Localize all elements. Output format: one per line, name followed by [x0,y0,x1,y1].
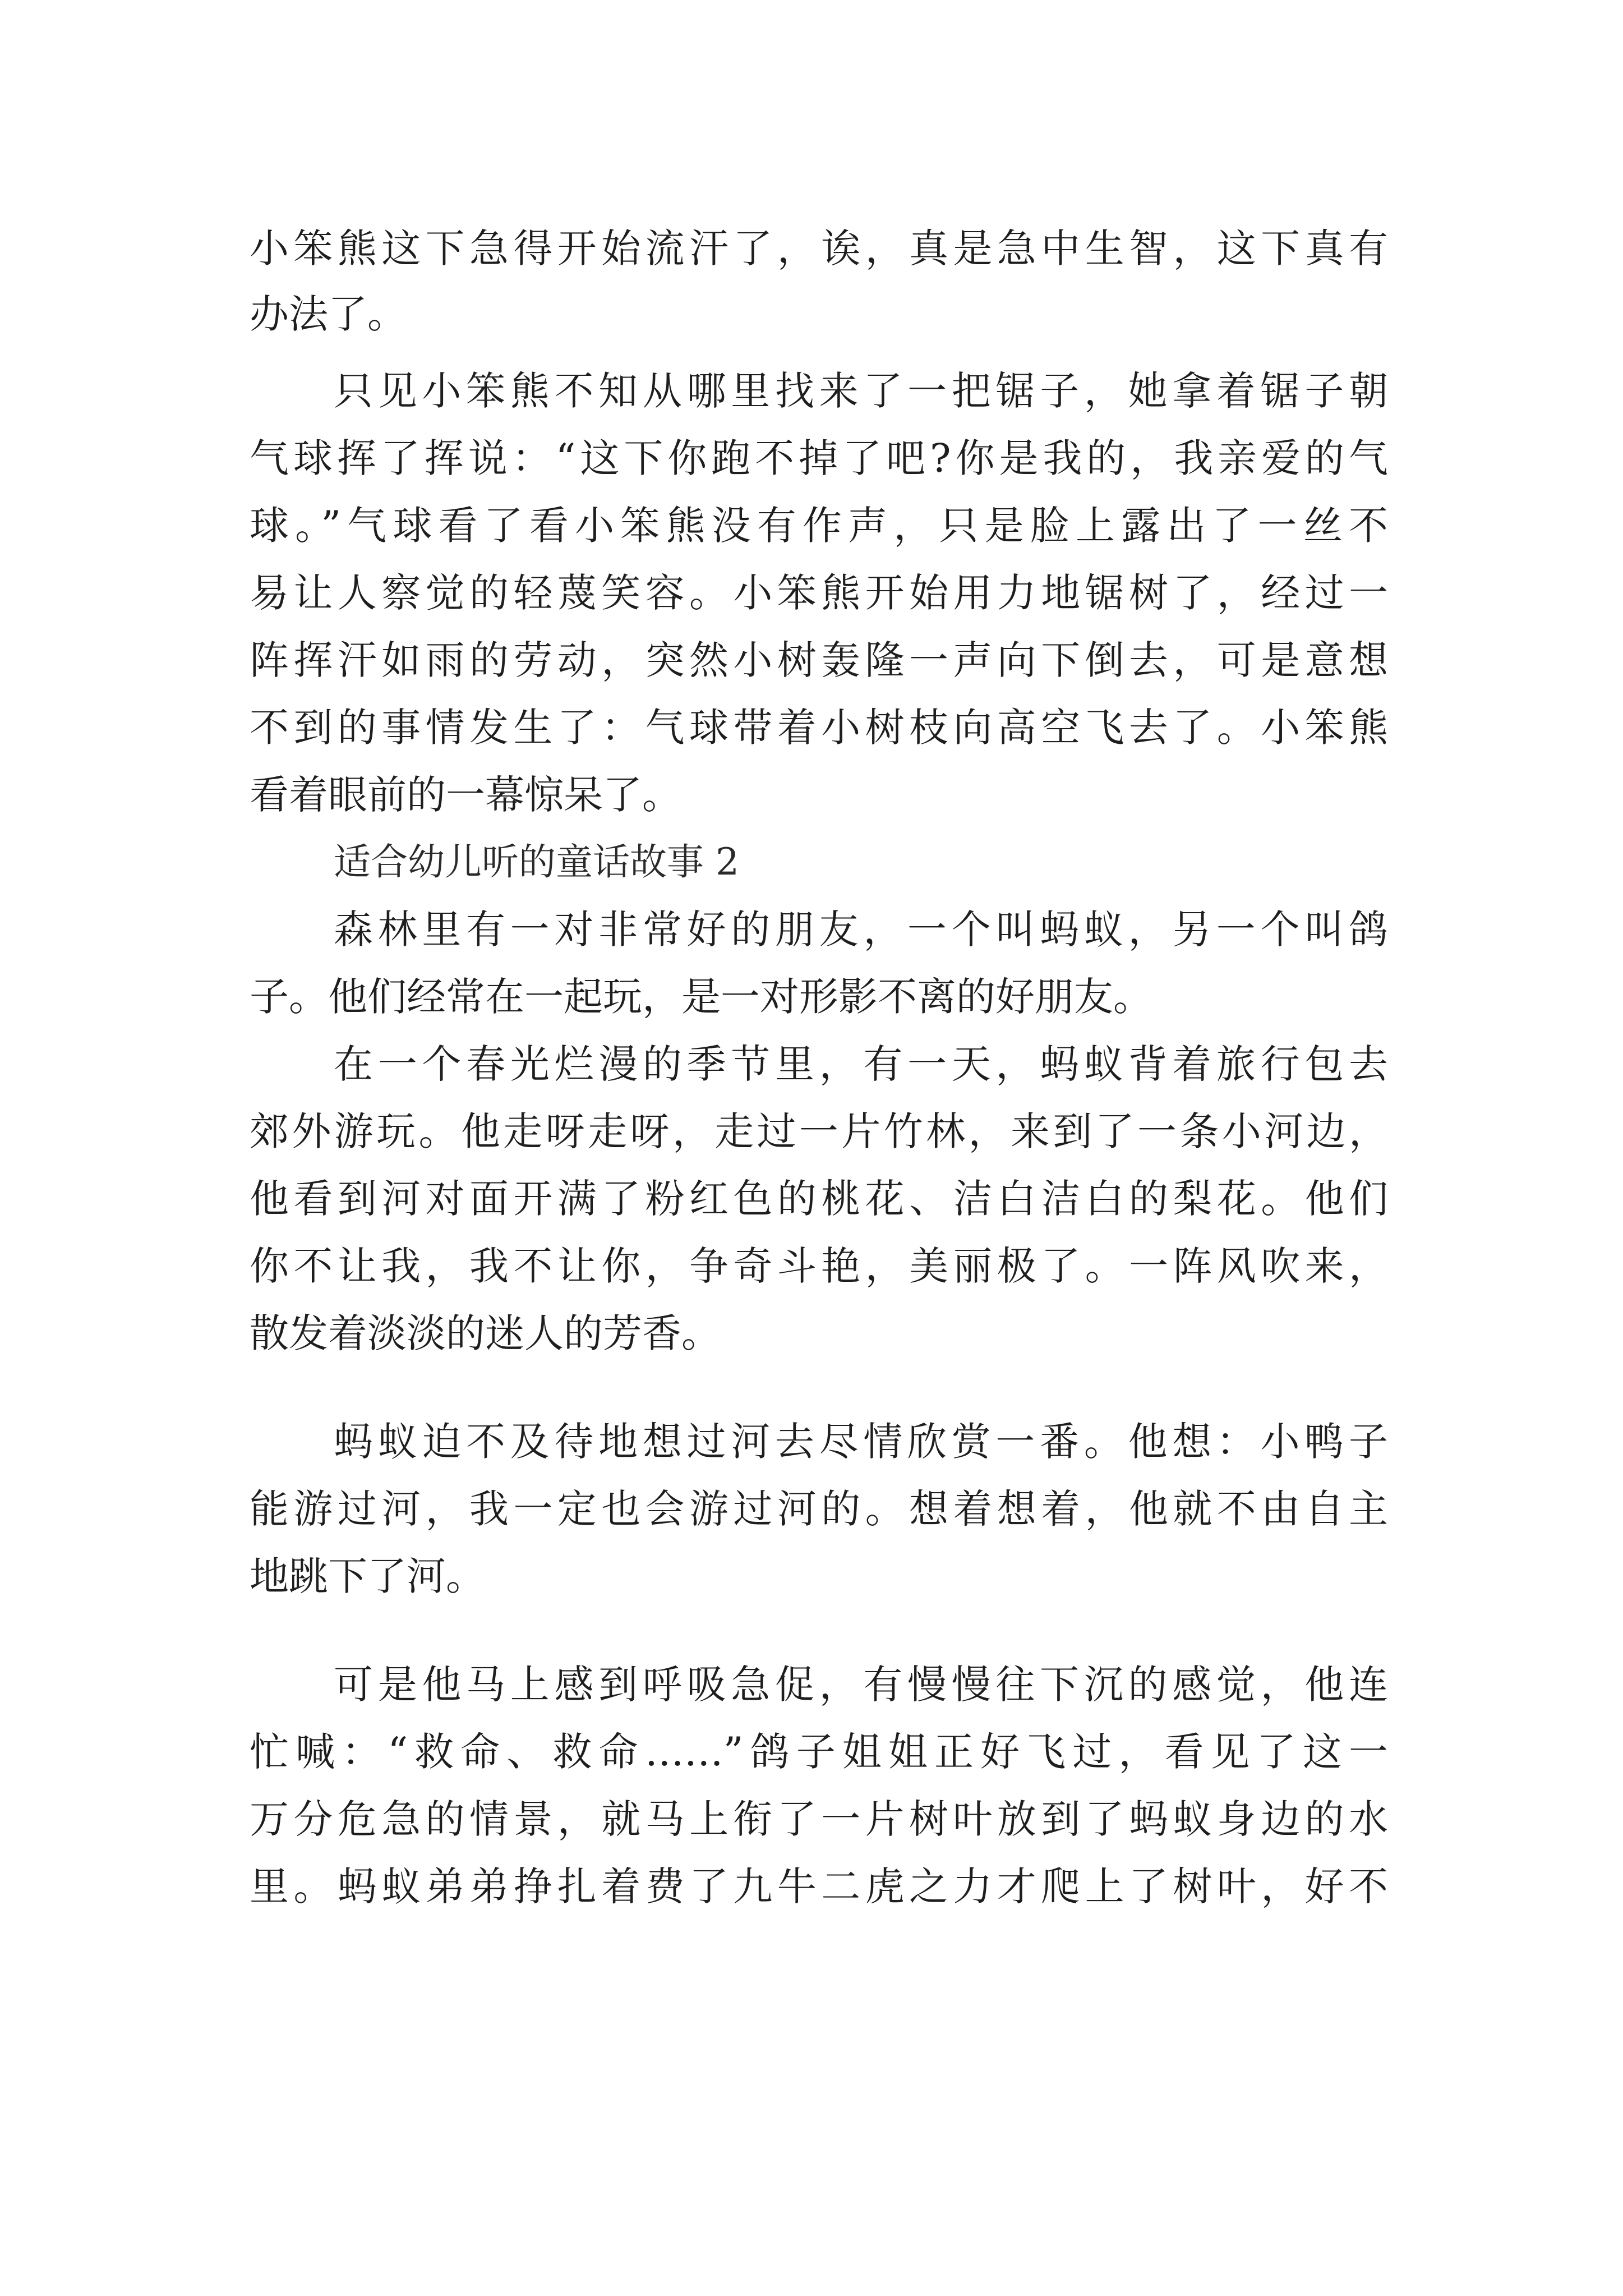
text-line: 蚂蚁迫不及待地想过河去尽情欣赏一番。他想：小鸭子 [334,1419,1388,1465]
text-line: 只见小笨熊不知从哪里找来了一把锯子，她拿着锯子朝 [334,368,1388,414]
text-line: 在一个春光烂漫的季节里，有一天，蚂蚁背着旅行包去 [334,1041,1388,1087]
text-line: 子。他们经常在一起玩，是一对形影不离的好朋友。 [250,974,1152,1020]
text-line: 不到的事情发生了：气球带着小树枝向高空飞去了。小笨熊 [250,705,1388,751]
text-line: 球。”气球看了看小笨熊没有作声，只是脸上露出了一丝不 [250,503,1388,549]
text-line: 散发着淡淡的迷人的芳香。 [250,1310,721,1356]
text-line: 森林里有一对非常好的朋友，一个叫蚂蚁，另一个叫鸽 [334,907,1388,953]
text-line: 易让人察觉的轻蔑笑容。小笨熊开始用力地锯树了，经过一 [250,570,1388,616]
text-line: 里。蚂蚁弟弟挣扎着费了九牛二虎之力才爬上了树叶，好不 [250,1864,1388,1910]
text-line: 可是他马上感到呼吸急促，有慢慢往下沉的感觉，他连 [334,1662,1388,1708]
text-line: 气球挥了挥说：“这下你跑不掉了吧?你是我的，我亲爱的气 [250,435,1388,481]
text-line: 万分危急的情景，就马上衔了一片树叶放到了蚂蚁身边的水 [250,1796,1388,1842]
text-line: 地跳下了河。 [250,1553,485,1599]
text-line: 阵挥汗如雨的劳动，突然小树轰隆一声向下倒去，可是意想 [250,637,1388,683]
text-line: 你不让我，我不让你，争奇斗艳，美丽极了。一阵风吹来， [250,1243,1388,1289]
text-line: 办法了。 [250,291,407,337]
text-line: 小笨熊这下急得开始流汗了，诶，真是急中生智，这下真有 [250,226,1388,272]
text-line: 看着眼前的一幕惊呆了。 [250,772,681,818]
text-line: 忙喊：“救命、救命……”鸽子姐姐正好飞过，看见了这一 [250,1729,1388,1775]
text-line: 郊外游玩。他走呀走呀，走过一片竹林，来到了一条小河边， [250,1108,1388,1154]
section-heading: 适合幼儿听的童话故事 2 [334,840,739,884]
text-line: 能游过河，我一定也会游过河的。想着想着，他就不由自主 [250,1486,1388,1532]
text-line: 他看到河对面开满了粉红色的桃花、洁白洁白的梨花。他们 [250,1176,1388,1222]
